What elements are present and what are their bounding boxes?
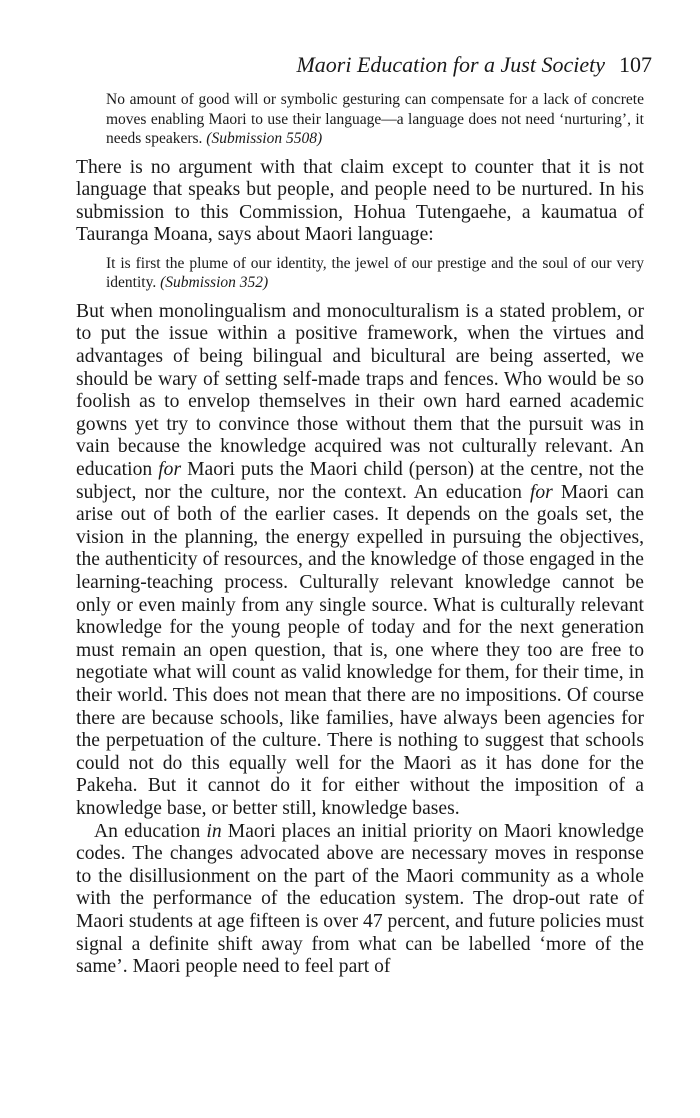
paragraph-2-part-2: Maori puts the Maori child (person) at the centre, not the subject, nor the culture, nor the context. An education	[76, 459, 644, 503]
block-quote-2-text: It is first the plume of our identity, the jewel of our prestige and the soul of our very identity.	[106, 254, 644, 292]
block-quote-1-citation: (Submission 5508)	[206, 130, 323, 147]
paragraph-2-italic-2: for	[529, 481, 553, 503]
paragraph-2-part-3: Maori can arise out of both of the earlier cases. It depends on the goals set, the vision in the planning, the energy expelled in pursuing the objectives, the authenticity of resources, and the knowledge of those engaged in the learning-teaching process. Culturally relevant knowledge cannot be only or even mainly from any single source. What is culturally relevant knowledge for the young people of today and for the next generation must remain an open question, that is, one where they too are free to negotiate what will count as valid knowledge for them, for their time, in their world. This does not mean that there are no impositions. Of course there are because schools, like families, have always been agencies for the perpetuation of the culture. There is nothing to suggest that schools could not do this equally well for the Maori as it has done for the Pakeha. But it cannot do it for either without the imposition of a knowledge base, or better still, knowledge bases.	[76, 481, 645, 819]
running-head	[76, 52, 652, 78]
page-number: 107	[619, 52, 652, 77]
paragraph-3-italic-1: in	[206, 820, 222, 842]
block-quote-1-text: No amount of good will or symbolic gesturing can compensate for a lack of concrete moves enabling Maori to use their language—a language does not need ‘nurturing’, it needs speakers.	[106, 91, 644, 147]
paragraph-3	[76, 821, 644, 979]
page-body	[76, 90, 644, 979]
block-quote-1	[106, 90, 644, 149]
block-quote-2	[106, 254, 644, 293]
paragraph-2	[76, 301, 644, 821]
block-quote-2-citation: (Submission 352)	[160, 274, 269, 292]
paragraph-3-part-1: An education	[94, 820, 207, 842]
running-head-title: Maori Education for a Just Society	[296, 52, 605, 77]
paragraph-1: There is no argument with that claim except to counter that it is not language that speaks but people, and people need to be nurtured. In his submission to this Commission, Hohua Tutengaehe, a kaumatua of Tauranga Moana, says about Maori language:	[76, 156, 644, 246]
paragraph-2-part-1: But when monolingualism and monoculturalism is a stated problem, or to put the issue within a positive framework, when the virtues and advantages of being bilingual and bicultural are being asserted, we should be wary of setting self-made traps and fences. Who would be so foolish as to envelop themselves in their own hard earned academic gowns yet try to convince those without them that the pursuit was in vain because the knowledge acquired was not culturally relevant. An education	[76, 300, 644, 481]
paragraph-2-italic-1: for	[158, 459, 182, 481]
paragraph-3-part-2: Maori places an initial priority on Maori knowledge codes. The changes advocated above are necessary moves in response to the disillusionment on the part of the Maori community as a whole with the performance of the education system. The drop-out rate of Maori students at age fifteen is over 47 percent, and future policies must signal a definite shift away from what can be labelled ‘more of the same’. Maori people need to feel part of	[76, 820, 644, 978]
